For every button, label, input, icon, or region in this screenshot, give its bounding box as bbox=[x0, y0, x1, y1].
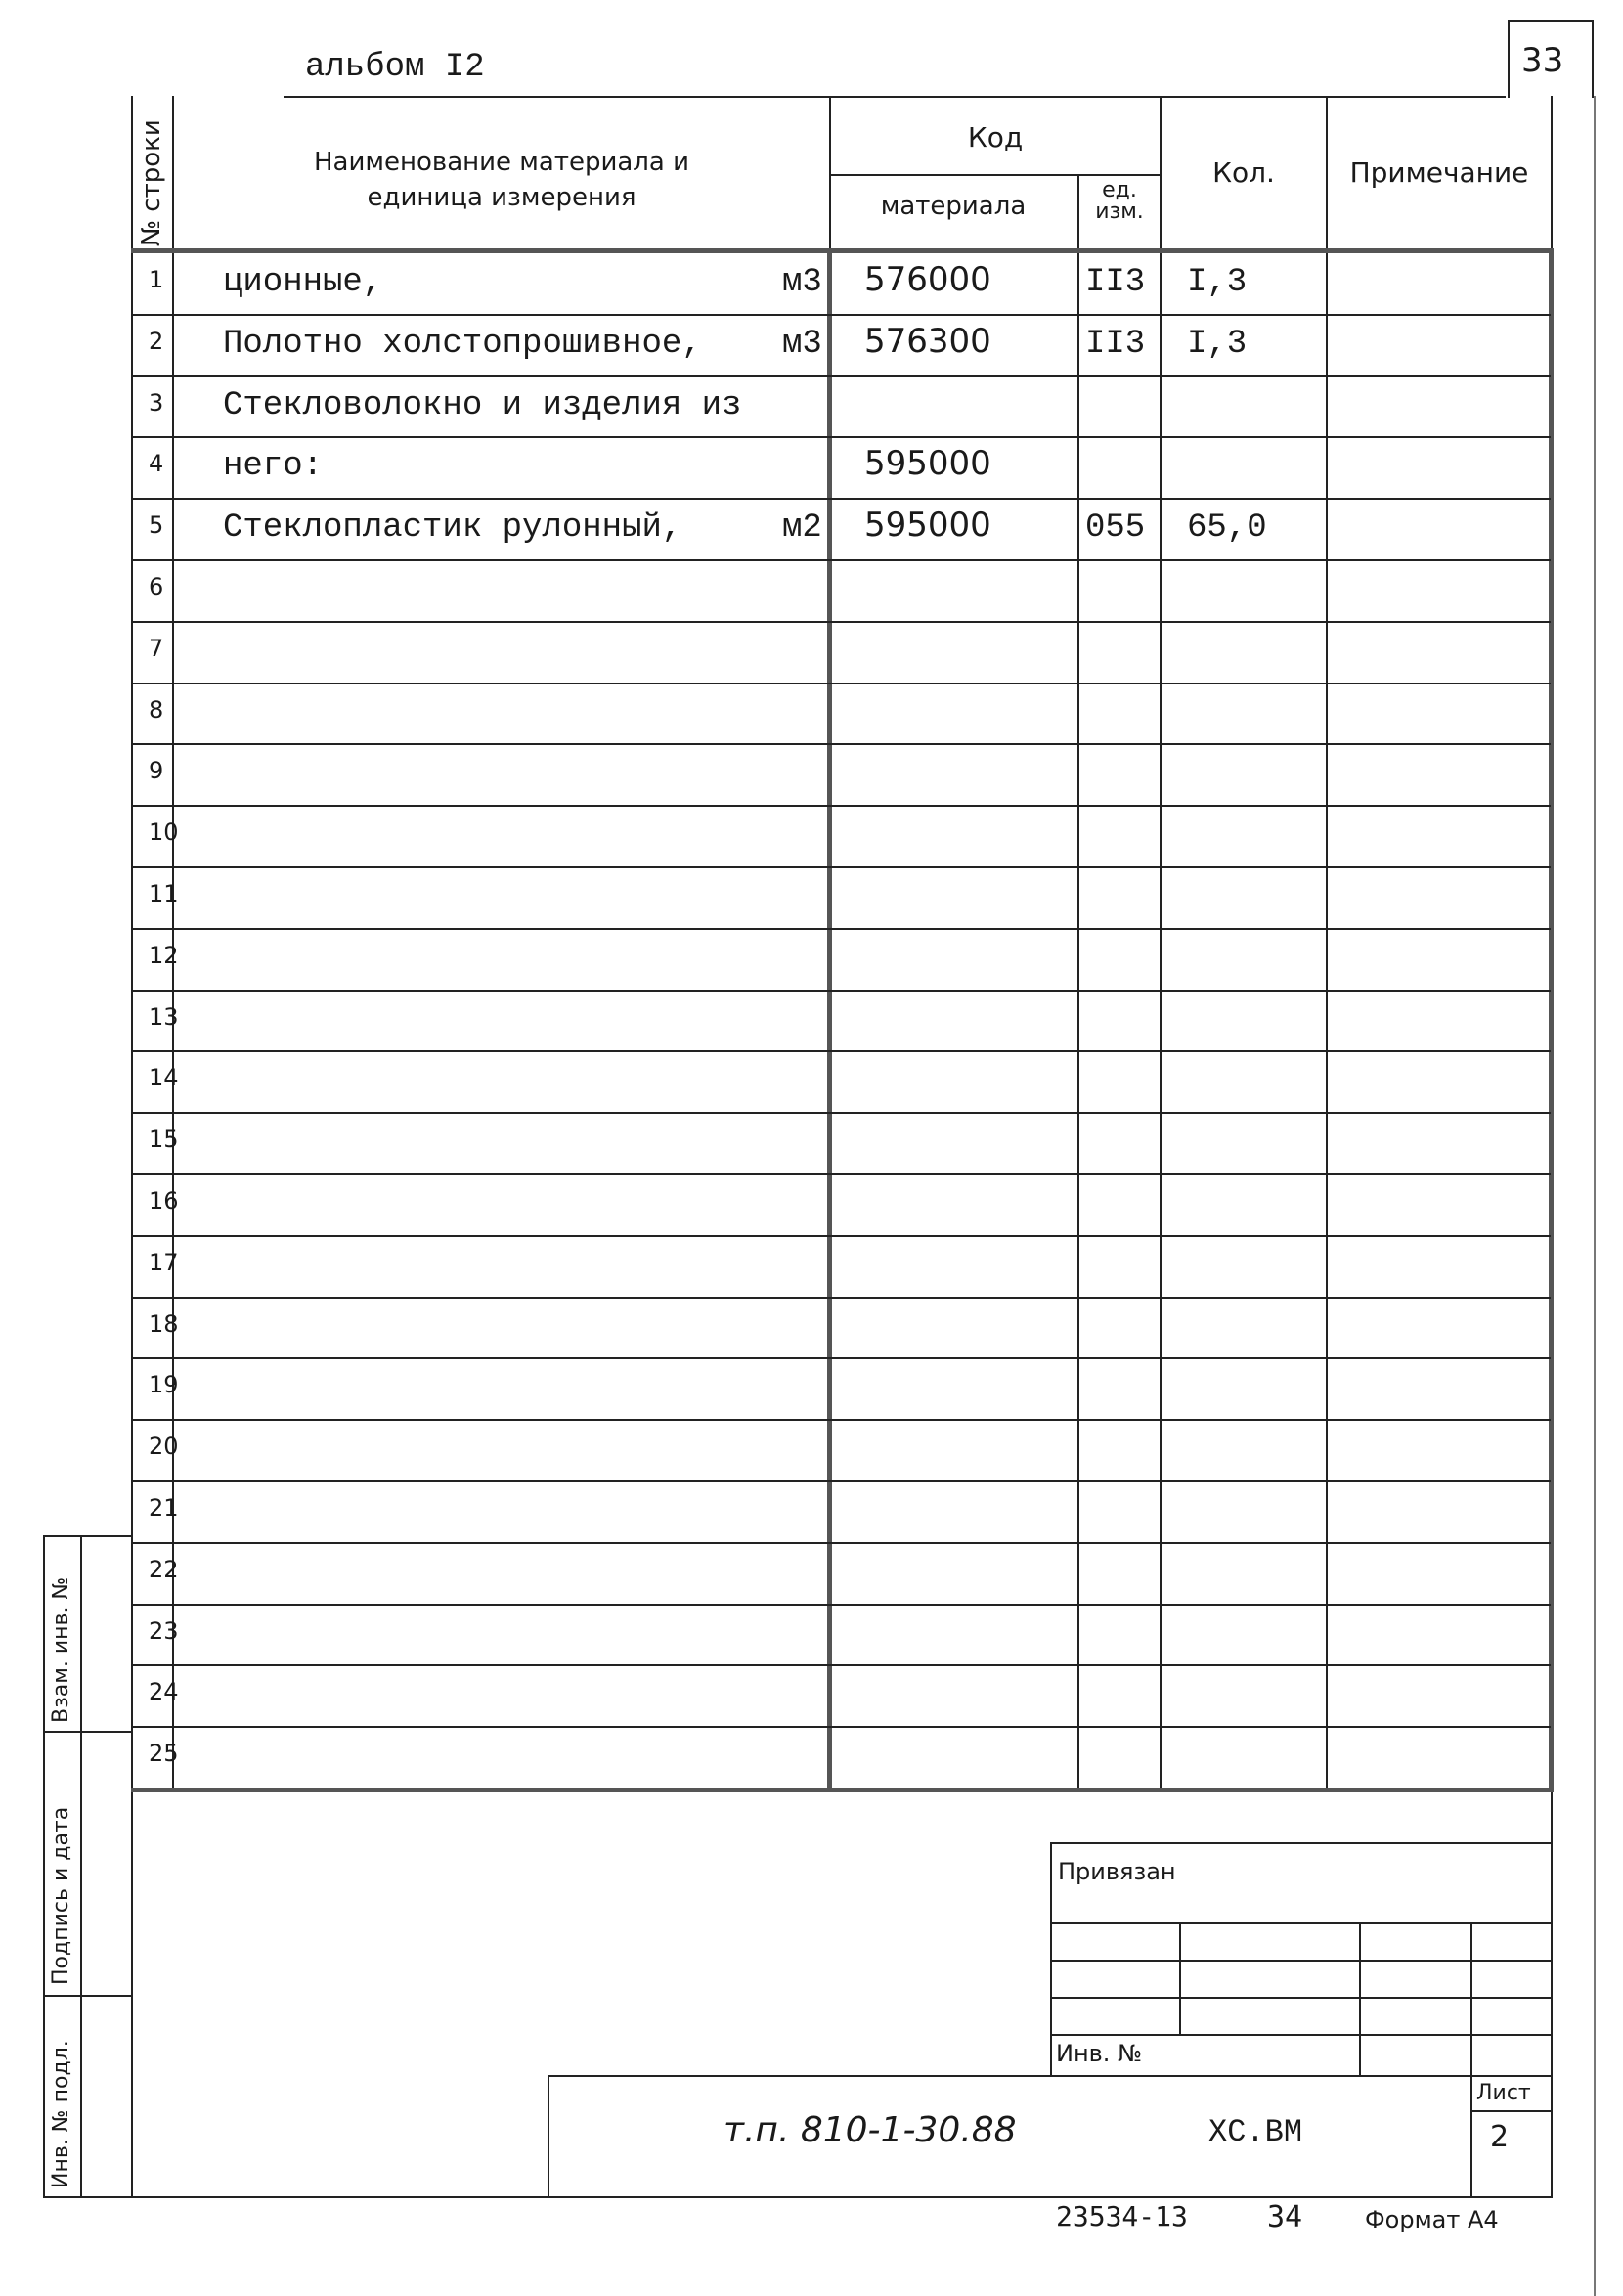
row-divider bbox=[131, 990, 1551, 992]
header-qty: Кол. bbox=[1212, 156, 1275, 189]
inv-no-label: Инв. № bbox=[1056, 2040, 1143, 2067]
row-divider bbox=[131, 498, 1551, 500]
page-number: 33 bbox=[1521, 41, 1564, 80]
row-material-code: 576000 bbox=[864, 260, 991, 299]
row-number: 4 bbox=[149, 450, 164, 478]
row-divider bbox=[131, 1357, 1551, 1359]
header-name: Наименование материала и единица измерения bbox=[313, 148, 690, 212]
row-material-code: 595000 bbox=[864, 444, 991, 484]
row-divider bbox=[131, 314, 1551, 316]
row-number: 23 bbox=[149, 1616, 179, 1645]
stamp-inv-podl: Инв. № подл. bbox=[49, 2040, 73, 2188]
row-number: 18 bbox=[149, 1309, 179, 1338]
row-quantity: 65,0 bbox=[1187, 509, 1267, 548]
row-name: Полотно холстопрошивное, bbox=[223, 325, 702, 363]
row-divider bbox=[131, 1604, 1551, 1606]
row-divider bbox=[131, 743, 1551, 745]
row-divider bbox=[131, 1235, 1551, 1237]
row-divider bbox=[131, 1419, 1551, 1421]
row-unit-code: 055 bbox=[1085, 509, 1146, 548]
row-number: 5 bbox=[149, 511, 164, 540]
row-divider bbox=[131, 1542, 1551, 1544]
row-name: Стекловолокно и изделия из bbox=[223, 386, 742, 424]
row-quantity: I,3 bbox=[1187, 325, 1248, 363]
row-unit-code: II3 bbox=[1085, 325, 1146, 363]
row-unit: м2 bbox=[782, 509, 822, 548]
frame-left bbox=[131, 96, 133, 2198]
row-name: Стеклопластик рулонный, bbox=[223, 509, 682, 548]
row-unit: м3 bbox=[782, 325, 822, 363]
row-divider bbox=[131, 559, 1551, 561]
privyazan-label: Привязан bbox=[1058, 1858, 1176, 1885]
row-divider bbox=[131, 1664, 1551, 1666]
row-number: 10 bbox=[149, 818, 179, 847]
row-number: 9 bbox=[149, 757, 164, 785]
row-name: него: bbox=[223, 448, 324, 486]
footer-page: 34 bbox=[1267, 2200, 1303, 2234]
row-number: 19 bbox=[149, 1371, 179, 1399]
row-number: 12 bbox=[149, 941, 179, 969]
row-unit-code: II3 bbox=[1085, 264, 1146, 301]
row-divider bbox=[131, 928, 1551, 930]
row-number: 1 bbox=[149, 266, 164, 293]
stamp-vzam-inv: Взам. инв. № bbox=[49, 1576, 73, 1723]
row-number: 3 bbox=[149, 388, 164, 417]
row-divider bbox=[131, 1112, 1551, 1114]
row-number: 14 bbox=[149, 1064, 179, 1092]
row-number: 21 bbox=[149, 1494, 179, 1522]
row-number: 13 bbox=[149, 1002, 179, 1031]
doc-number: 23534-13 bbox=[1056, 2200, 1188, 2232]
header-row-no: № строки bbox=[137, 119, 166, 246]
row-number: 11 bbox=[149, 880, 179, 907]
row-quantity: I,3 bbox=[1187, 264, 1248, 301]
designation: т.п. 810-1-30.88 bbox=[724, 2110, 1017, 2150]
row-divider bbox=[131, 866, 1551, 868]
row-divider bbox=[131, 805, 1551, 807]
row-material-code: 576300 bbox=[864, 321, 991, 361]
frame-bottom bbox=[43, 2196, 1553, 2198]
header-code: Код bbox=[967, 121, 1024, 154]
header-code-material: материала bbox=[880, 192, 1027, 221]
album-label: альбом I2 bbox=[305, 49, 485, 86]
paper-format: Формат А4 bbox=[1365, 2206, 1499, 2233]
row-number: 8 bbox=[149, 695, 164, 724]
row-divider bbox=[131, 621, 1551, 623]
row-divider bbox=[131, 1050, 1551, 1052]
header-note: Примечание bbox=[1349, 156, 1529, 189]
row-divider bbox=[131, 436, 1551, 438]
row-number: 17 bbox=[149, 1248, 179, 1276]
row-number: 6 bbox=[149, 573, 164, 600]
row-divider bbox=[131, 1726, 1551, 1728]
sheet-number: 2 bbox=[1490, 2120, 1510, 2154]
header-code-unit: ед. изм. bbox=[1095, 178, 1144, 224]
row-number: 7 bbox=[149, 634, 164, 662]
row-number: 2 bbox=[149, 327, 164, 355]
row-number: 15 bbox=[149, 1126, 179, 1154]
row-name: ционные, bbox=[223, 264, 383, 301]
row-number: 22 bbox=[149, 1555, 179, 1583]
row-number: 16 bbox=[149, 1187, 179, 1214]
row-unit: м3 bbox=[782, 264, 822, 301]
sheet-label: Лист bbox=[1476, 2081, 1531, 2105]
row-number: 24 bbox=[149, 1678, 179, 1706]
row-number: 25 bbox=[149, 1740, 179, 1768]
row-divider bbox=[131, 683, 1551, 684]
row-divider bbox=[131, 375, 1551, 377]
stamp-podpis-data: Подпись и дата bbox=[49, 1806, 73, 1985]
row-number: 20 bbox=[149, 1433, 179, 1461]
row-divider bbox=[131, 1297, 1551, 1299]
drawing-code: ХС.ВМ bbox=[1208, 2114, 1303, 2150]
row-divider bbox=[131, 1480, 1551, 1482]
row-divider bbox=[131, 1173, 1551, 1175]
row-material-code: 595000 bbox=[864, 506, 991, 546]
